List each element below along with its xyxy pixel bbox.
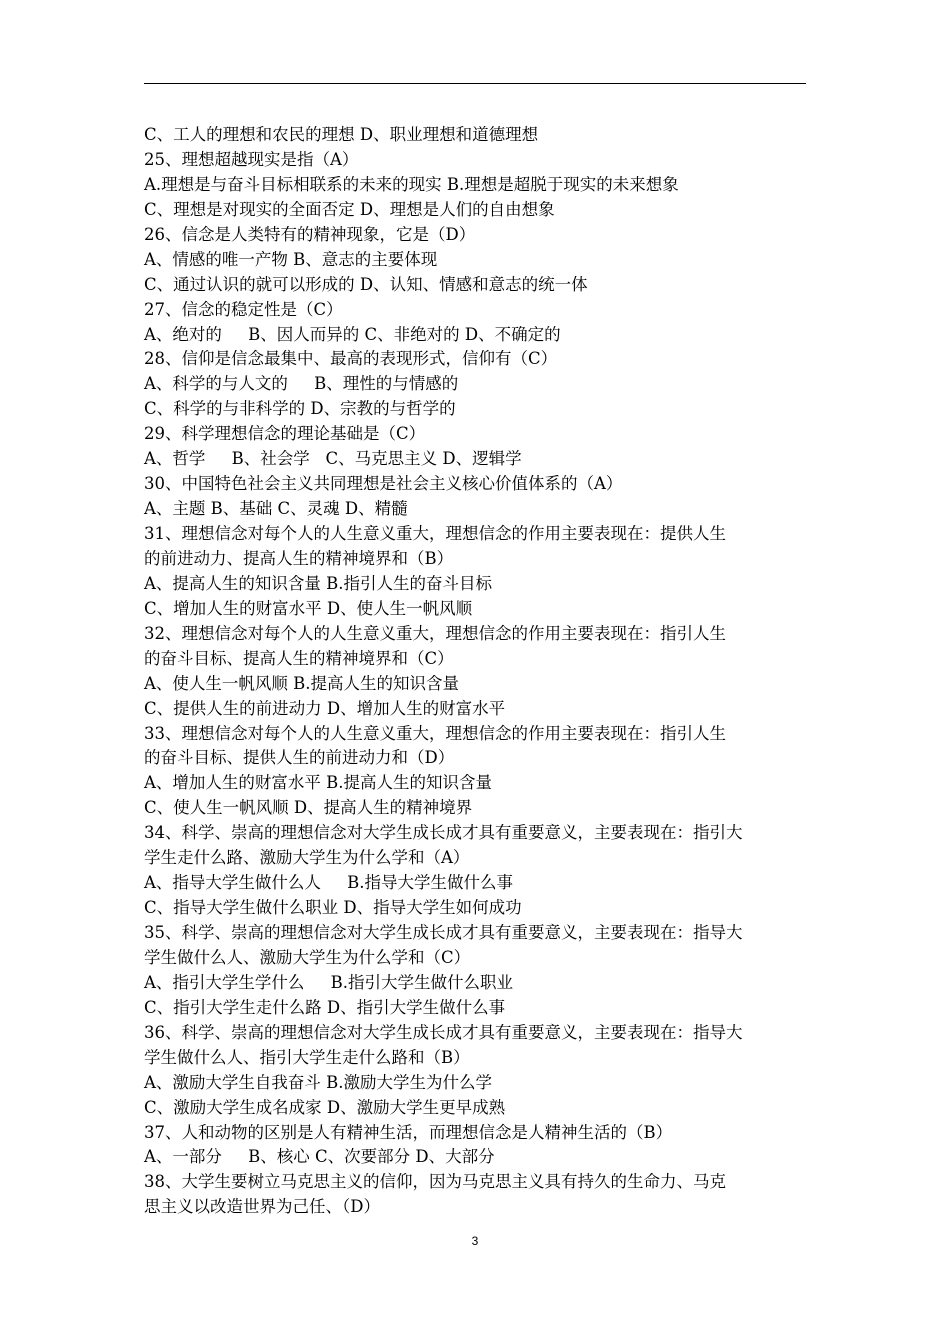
text-line: C、指导大学生做什么职业 D、指导大学生如何成功 bbox=[144, 898, 522, 918]
text-line: 31、理想信念对每个人的人生意义重大，理想信念的作用主要表现在：提供人生 bbox=[144, 524, 726, 543]
text-line: A、情感的唯一产物 B、意志的主要体现 bbox=[144, 249, 438, 269]
text-line: A、指引大学生学什么 B.指引大学生做什么职业 bbox=[144, 972, 514, 992]
text-line: 的前进动力、提高人生的精神境界和（B） bbox=[144, 548, 454, 568]
text-line: A、指导大学生做什么人 B.指导大学生做什么事 bbox=[144, 873, 514, 893]
text-line: 学生做什么人、激励大学生为什么学和（C） bbox=[144, 947, 471, 967]
header-rule bbox=[144, 83, 806, 84]
text-line: 29、科学理想信念的理论基础是（C） bbox=[144, 424, 426, 444]
text-line: 25、理想超越现实是指（A） bbox=[144, 149, 359, 169]
text-line: A、提高人生的知识含量 B.指引人生的奋斗目标 bbox=[144, 573, 493, 593]
text-line: A、一部分 B、核心 C、次要部分 D、大部分 bbox=[144, 1147, 495, 1167]
text-line: 32、理想信念对每个人的人生意义重大，理想信念的作用主要表现在：指引人生 bbox=[144, 623, 726, 643]
text-line: 思主义以改造世界为己任、（D） bbox=[144, 1197, 380, 1217]
text-line: 35、科学、崇高的理想信念对大学生成长成才具有重要意义，主要表现在：指导大 bbox=[144, 923, 743, 942]
text-line: 学生做什么人、指引大学生走什么路和（B） bbox=[144, 1047, 470, 1067]
text-line: 的奋斗目标、提供人生的前进动力和（D） bbox=[144, 748, 455, 768]
text-line: C、工人的理想和农民的理想 D、职业理想和道德理想 bbox=[144, 125, 539, 144]
text-line: C、激励大学生成名成家 D、激励大学生更早成熟 bbox=[144, 1097, 506, 1117]
text-line: A、激励大学生自我奋斗 B.激励大学生为什么学 bbox=[144, 1072, 493, 1092]
text-line: C、增加人生的财富水平 D、使人生一帆风顺 bbox=[144, 598, 473, 618]
text-line: 27、信念的稳定性是（C） bbox=[144, 299, 343, 319]
text-line: A.理想是与奋斗目标相联系的未来的现实 B.理想是超脱于现实的未来想象 bbox=[144, 174, 679, 194]
text-line: 36、科学、崇高的理想信念对大学生成长成才具有重要意义，主要表现在：指导大 bbox=[144, 1022, 743, 1042]
text-line: A、主题 B、基础 C、灵魂 D、精髓 bbox=[144, 499, 408, 519]
text-line: A、增加人生的财富水平 B.提高人生的知识含量 bbox=[144, 773, 493, 793]
document-body bbox=[144, 123, 808, 1220]
text-line: 38、大学生要树立马克思主义的信仰，因为马克思主义具有持久的生命力、马克 bbox=[144, 1172, 726, 1192]
text-line: C、理想是对现实的全面否定 D、理想是人们的自由想象 bbox=[144, 199, 555, 219]
text-line: C、指引大学生走什么路 D、指引大学生做什么事 bbox=[144, 997, 506, 1017]
text-line: 的奋斗目标、提高人生的精神境界和（C） bbox=[144, 648, 454, 668]
text-line: A、使人生一帆风顺 B.提高人生的知识含量 bbox=[144, 673, 460, 693]
text-line: C、科学的与非科学的 D、宗教的与哲学的 bbox=[144, 399, 456, 419]
text-line: 34、科学、崇高的理想信念对大学生成长成才具有重要意义，主要表现在：指引大 bbox=[144, 823, 743, 843]
page-number: 3 bbox=[471, 1234, 479, 1248]
text-line: 学生走什么路、激励大学生为什么学和（A） bbox=[144, 848, 470, 868]
text-line: A、绝对的 B、因人而异的 C、非绝对的 D、不确定的 bbox=[144, 324, 561, 344]
text-line: 28、信仰是信念最集中、最高的表现形式，信仰有（C） bbox=[144, 349, 558, 369]
text-line: A、科学的与人文的 B、理性的与情感的 bbox=[144, 374, 459, 394]
text-line: C、使人生一帆风顺 D、提高人生的精神境界 bbox=[144, 798, 473, 818]
text-line: 30、中国特色社会主义共同理想是社会主义核心价值体系的（A） bbox=[144, 474, 623, 494]
text-line: C、通过认识的就可以形成的 D、认知、情感和意志的统一体 bbox=[144, 274, 588, 294]
text-line: 26、信念是人类特有的精神现象，它是（D） bbox=[144, 224, 476, 244]
text-line: 33、理想信念对每个人的人生意义重大，理想信念的作用主要表现在：指引人生 bbox=[144, 723, 726, 743]
text-line: C、提供人生的前进动力 D、增加人生的财富水平 bbox=[144, 698, 506, 718]
text-line: 37、人和动物的区别是人有精神生活，而理想信念是人精神生活的（B） bbox=[144, 1122, 673, 1142]
text-line: A、哲学 B、社会学 C、马克思主义 D、逻辑学 bbox=[144, 449, 522, 469]
